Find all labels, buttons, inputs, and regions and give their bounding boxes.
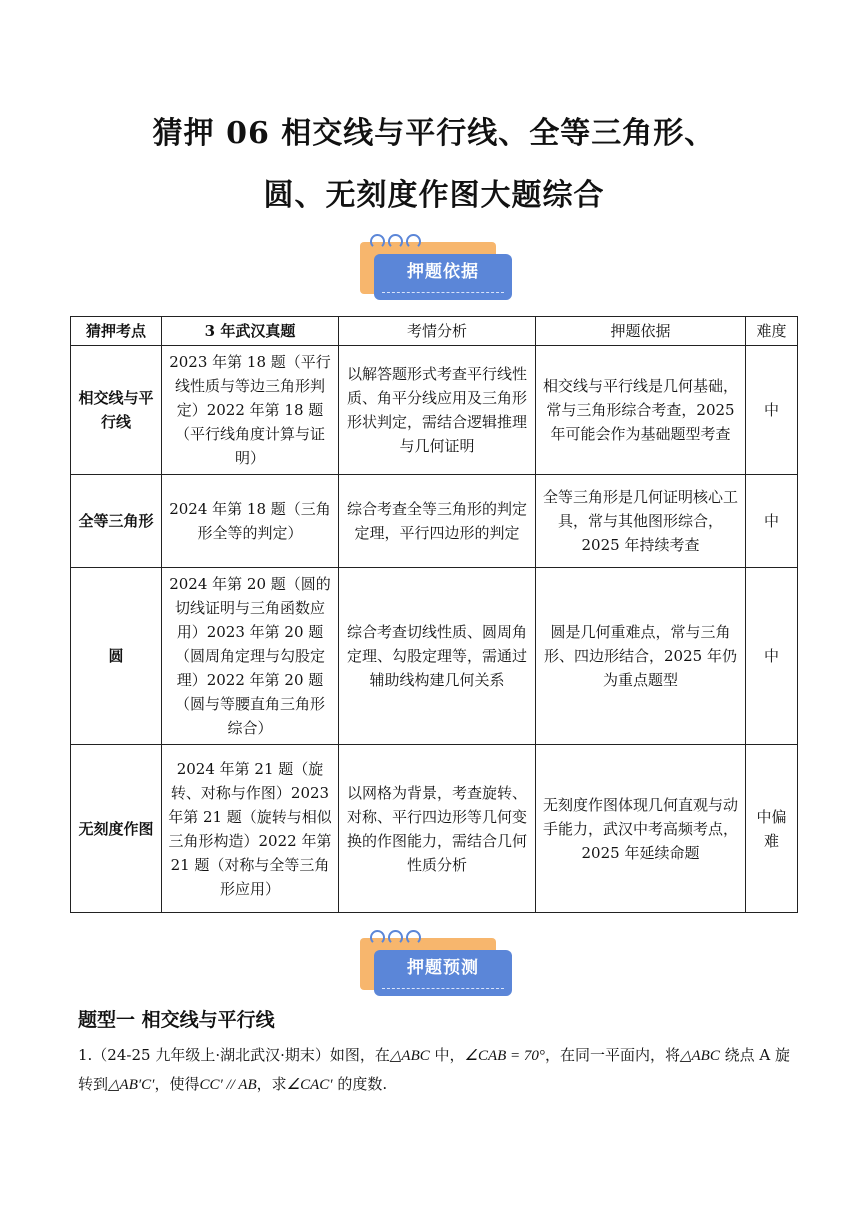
cell-basis: 相交线与平行线是几何基础，常与三角形综合考查，2025 年可能会作为基础题型考查: [536, 346, 746, 475]
cell-difficulty: 中: [746, 475, 798, 568]
cell-analysis: 综合考查切线性质、圆周角定理、勾股定理等，需通过辅助线构建几何关系: [339, 568, 536, 745]
question-suffix: 的度数.: [332, 1075, 388, 1093]
question-text: ，在同一平面内，将: [544, 1046, 680, 1064]
cell-basis: 圆是几何重难点，常与三角形、四边形结合，2025 年仍为重点题型: [536, 568, 746, 745]
header-difficulty: 难度: [746, 317, 798, 346]
triangle-ab-c-prime: △AB′C′: [108, 1077, 155, 1093]
question-prefix: 1.（24-25 九年级上·湖北武汉·期末）如图，在: [78, 1046, 390, 1064]
header-exams: 3 年武汉真题: [162, 317, 339, 346]
cell-analysis: 综合考查全等三角形的判定定理，平行四边形的判定: [339, 475, 536, 568]
cell-exams: 2024 年第 18 题（三角形全等的判定）: [162, 475, 339, 568]
question-text: ，求: [256, 1075, 287, 1093]
question-text: 绕点 A 旋: [719, 1046, 790, 1064]
angle-cab: ∠CAB = 70°: [464, 1048, 545, 1064]
question-text: 转到: [78, 1075, 109, 1093]
cell-topic: 圆: [71, 568, 162, 745]
question-line-1: [78, 1043, 794, 1068]
table-row: [71, 568, 798, 745]
table-row: [71, 346, 798, 475]
basis-badge: [360, 234, 520, 306]
cell-topic: 全等三角形: [71, 475, 162, 568]
cell-analysis: 以网格为背景，考查旋转、对称、平行四边形等几何变换的作图能力，需结合几何性质分析: [339, 745, 536, 913]
angle-cac-prime: ∠CAC′: [286, 1077, 333, 1093]
header-topic: 猜押考点: [71, 317, 162, 346]
badge-label: 押题依据: [407, 262, 479, 282]
badge-label-tab: [374, 950, 512, 996]
cell-difficulty: 中偏难: [746, 745, 798, 913]
page-title-line-2: 圆、无刻度作图大题综合: [263, 178, 605, 213]
cell-topic: 无刻度作图: [71, 745, 162, 913]
cell-exams: 2023 年第 18 题（平行线性质与等边三角形判定）2022 年第 18 题（平行线角度计算与证明）: [162, 346, 339, 475]
header-analysis: 考情分析: [339, 317, 536, 346]
triangle-abc: △ABC: [679, 1048, 720, 1064]
header-basis: 押题依据: [536, 317, 746, 346]
badge-label-tab: [374, 254, 512, 300]
cell-analysis: 以解答题形式考查平行线性质、角平分线应用及三角形形状判定，需结合逻辑推理与几何证明: [339, 346, 536, 475]
page-title-line-1: 猜押 06 相交线与平行线、全等三角形、: [152, 116, 716, 151]
binder-rings-icon: [370, 234, 430, 252]
cell-difficulty: 中: [746, 346, 798, 475]
prediction-badge: [360, 930, 520, 1002]
question-text: 中，: [429, 1046, 465, 1064]
parallel-condition: CC′ // AB: [199, 1077, 257, 1093]
table-header-row: [71, 317, 798, 346]
table-row: [71, 745, 798, 913]
table-row: [71, 475, 798, 568]
cell-exams: 2024 年第 21 题（旋转、对称与作图）2023 年第 21 题（旋转与相似三角形构造）2022 年第 21 题（对称与全等三角形应用）: [162, 745, 339, 913]
section-title: 题型一 相交线与平行线: [78, 1009, 275, 1031]
cell-difficulty: 中: [746, 568, 798, 745]
cell-topic: 相交线与平行线: [71, 346, 162, 475]
question-line-2: [78, 1072, 794, 1097]
triangle-abc: △ABC: [389, 1048, 430, 1064]
cell-basis: 全等三角形是几何证明核心工具，常与其他图形综合，2025 年持续考查: [536, 475, 746, 568]
cell-exams: 2024 年第 20 题（圆的切线证明与三角函数应用）2023 年第 20 题（圆周角定理与勾股定理）2022 年第 20 题（圆与等腰直角三角形综合）: [162, 568, 339, 745]
binder-rings-icon: [370, 930, 430, 948]
question-text: ，使得: [154, 1075, 200, 1093]
topic-table: [70, 316, 798, 913]
cell-basis: 无刻度作图体现几何直观与动手能力，武汉中考高频考点，2025 年延续命题: [536, 745, 746, 913]
badge-label: 押题预测: [407, 958, 479, 978]
